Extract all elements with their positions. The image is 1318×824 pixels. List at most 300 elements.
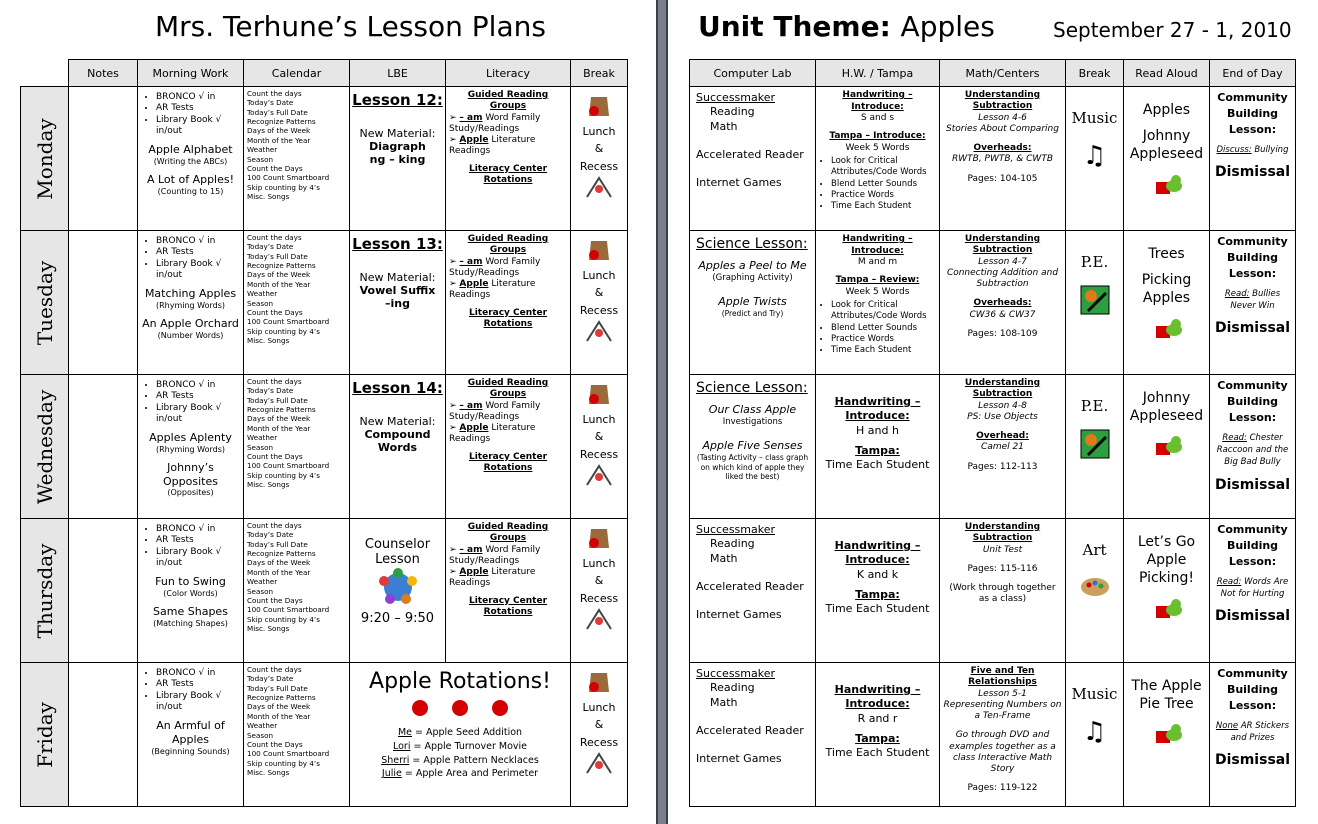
break-text: Lunch [582, 268, 616, 282]
morning-bullet: • Library Book √ in/out [156, 547, 239, 570]
calendar-list [244, 519, 349, 635]
tampa-detail: Time Each Student [825, 458, 930, 472]
arrow-icon: ➢ [449, 135, 460, 145]
people-circle-icon [350, 567, 445, 611]
col-header: Notes [69, 60, 138, 87]
bookworm-icon [1124, 721, 1209, 750]
calendar-item: Count the days [247, 665, 302, 674]
break-cell [571, 663, 628, 807]
counselor-label: Counselor [364, 537, 431, 552]
calendar-item: Days of the Week [247, 414, 311, 424]
morning-bullet: • BRONCO √ in [156, 236, 239, 247]
day-row [21, 231, 628, 375]
accelerated-reader: Accelerated Reader [696, 579, 804, 593]
handwriting-letters: K and k [856, 567, 899, 581]
literacy-text: Word Family Study/Readings [449, 112, 541, 134]
break-text: Lunch [582, 700, 616, 714]
calendar-item: Days of the Week [247, 126, 311, 136]
calendar-item: Skip counting by 4’s [247, 326, 320, 336]
paint-palette-icon [1066, 573, 1123, 601]
handwriting-heading: Handwriting – Introduce: [842, 90, 913, 112]
math-description: Stories About Comparing [946, 123, 1059, 134]
literacy [446, 375, 570, 477]
day-row [690, 231, 1296, 375]
morning-activity: Same Shapes [153, 604, 228, 618]
break [571, 375, 627, 493]
calendar-list [244, 663, 349, 779]
break-cell [571, 375, 628, 519]
rotation-name: Sherri [381, 754, 410, 766]
rotation-text: = Apple Turnover Movie [410, 740, 527, 752]
morning-work-cell [138, 87, 244, 231]
day-label-cell [21, 87, 69, 231]
rotation-text: = Apple Area and Perimeter [401, 768, 539, 780]
col-header: Break [1066, 60, 1124, 87]
math-centers-cell [940, 663, 1066, 807]
literacy-line [449, 279, 567, 302]
computer-lab-cell [690, 87, 816, 231]
calendar-item: Season [247, 586, 274, 596]
tampa-heading: Tampa: [855, 443, 900, 457]
apple-icon [412, 700, 428, 716]
math-overheads-detail: Go through DVD and examples together as a class Interactive Math Story [949, 730, 1056, 774]
literacy-line [449, 545, 567, 568]
lunch-bag-icon [571, 379, 627, 411]
morning-activity: An Apple Orchard [142, 316, 239, 330]
hw-tampa [816, 519, 939, 619]
lbe-lesson: Lesson 12: [352, 91, 443, 109]
community-note-value: AR Stickers and Prizes [1230, 720, 1290, 744]
break-text: Lunch [582, 124, 616, 138]
col-header: Math/Centers [940, 60, 1066, 87]
tampa-detail: Time Each Student [825, 746, 930, 760]
calendar-item: Month of the Year [247, 279, 311, 289]
read-aloud [1124, 231, 1209, 345]
science-activity-sub: (Tasting Activity – class graph on which kind of apple they liked the best) [696, 452, 809, 482]
hw-tampa [816, 231, 939, 359]
break-cell [1066, 519, 1124, 663]
calendar-item: Count the Days [247, 595, 303, 605]
literacy-key: Apple [459, 135, 489, 145]
morning-bullets [156, 236, 239, 281]
day-row [690, 663, 1296, 807]
day-row [21, 375, 628, 519]
arrow-icon: ➢ [449, 112, 460, 123]
break [1066, 663, 1123, 747]
lunch-bag-icon [571, 667, 627, 699]
hw-tampa [816, 87, 939, 215]
break [1066, 87, 1123, 171]
calendar-item: Skip counting by 4’s [247, 614, 320, 624]
break-cell [571, 519, 628, 663]
literacy-key: – am [459, 544, 483, 555]
tampa-list [831, 300, 936, 355]
calendar-item: Recognize Patterns [247, 549, 316, 559]
morning-work [138, 663, 243, 766]
math-centers-cell [940, 87, 1066, 231]
computer-lab [690, 663, 815, 770]
bookworm-icon [1124, 316, 1209, 345]
lesson-plan-table [20, 59, 628, 807]
morning-activity: An Armful of Apples [156, 719, 225, 746]
lbe-cell [350, 375, 446, 519]
lunch-bag-icon [571, 235, 627, 267]
calendar-list [244, 375, 349, 491]
calendar-item: 100 Count Smartboard [247, 749, 330, 759]
calendar-item: Days of the Week [247, 270, 311, 280]
left-page [0, 0, 656, 824]
day-label-cell [21, 231, 69, 375]
calendar-item: Count the days [247, 233, 302, 242]
break-cell [1066, 231, 1124, 375]
math-overheads: Overheads: [973, 143, 1032, 153]
day-row [21, 663, 628, 807]
literacy-center: Literacy Center Rotations [468, 451, 548, 473]
literacy-cell [446, 87, 571, 231]
sports-icon [1066, 285, 1123, 319]
handwriting-letters: M and m [857, 257, 898, 268]
literacy-key: Apple [459, 279, 489, 289]
calendar-cell [244, 87, 350, 231]
read-aloud-cell [1124, 231, 1210, 375]
morning-activity: Apple Alphabet [148, 143, 233, 156]
community-note-key: Discuss: [1216, 144, 1252, 155]
math-pages: Pages: 119-122 [967, 783, 1038, 794]
morning-activity-sub: (Beginning Sounds) [151, 746, 230, 756]
math-description: PS: Use Objects [967, 411, 1038, 422]
day-row [21, 519, 628, 663]
read-aloud-cell [1124, 663, 1210, 807]
lbe-cell [350, 87, 446, 231]
calendar-item: Season [247, 730, 274, 740]
calendar-item: Misc. Songs [247, 479, 290, 489]
apple-icon [452, 700, 468, 716]
lbe-material: –ing [385, 297, 410, 310]
end-of-day [1210, 663, 1295, 774]
literacy-key: – am [459, 112, 483, 123]
calendar-item: Season [247, 442, 274, 452]
science-activity: Apple Five Senses [702, 438, 803, 452]
col-header: End of Day [1210, 60, 1296, 87]
calendar-item: Recognize Patterns [247, 693, 316, 703]
handwriting-heading: Handwriting – Introduce: [834, 395, 921, 423]
morning-work [138, 87, 243, 200]
break-text: Recess [579, 159, 619, 173]
tampa-detail: Week 5 Words [845, 142, 910, 153]
morning-work-cell [138, 663, 244, 807]
end-of-day-cell [1210, 519, 1296, 663]
day-label: Monday [32, 117, 57, 200]
literacy-text: Literature Readings [449, 279, 536, 301]
calendar-item: Month of the Year [247, 567, 311, 577]
math-pages: Pages: 115-116 [967, 563, 1038, 574]
read-aloud [1124, 663, 1209, 751]
end-of-day [1210, 231, 1295, 342]
bookworm-icon [1124, 172, 1209, 201]
literacy-text: Literature Readings [449, 567, 536, 589]
morning-activity-sub: (Opposites) [167, 488, 214, 498]
morning-activity: Apples Aplenty [149, 431, 232, 444]
morning-bullet: • AR Tests [156, 391, 239, 402]
sports-icon [1066, 429, 1123, 463]
tampa-list-item: • Practice Words [831, 334, 936, 345]
literacy-line [449, 401, 567, 424]
playground-icon [571, 463, 627, 493]
morning-activity-sub: (Color Words) [163, 588, 218, 598]
literacy-text: Word Family Study/Readings [449, 544, 541, 566]
literacy-center: Literacy Center Rotations [468, 163, 548, 185]
rotation-line [350, 767, 570, 781]
successmaker-math: Math [710, 695, 738, 709]
read-aloud-title: Apples [1142, 102, 1191, 118]
read-aloud-title: The Apple Pie Tree [1131, 678, 1202, 713]
science-activity: Our Class Apple [708, 403, 797, 417]
literacy-center: Literacy Center Rotations [468, 595, 548, 617]
calendar-item: Today’s Date [247, 674, 294, 684]
hw-tampa-cell [816, 663, 940, 807]
arrow-icon: ➢ [449, 423, 460, 433]
morning-work-cell [138, 519, 244, 663]
community-note-value: Bullies Never Win [1230, 288, 1281, 312]
dismissal: Dismissal [1214, 476, 1291, 493]
dismissal: Dismissal [1214, 752, 1291, 769]
morning-bullets [156, 668, 239, 713]
morning-bullet: • AR Tests [156, 103, 239, 114]
math-centers [940, 519, 1065, 609]
counselor-lesson [350, 537, 445, 626]
science-activity-sub: (Predict and Try) [721, 308, 784, 318]
calendar-item: Today’s Full Date [247, 539, 308, 549]
tampa-list-item: • Blend Letter Sounds [831, 179, 936, 190]
playground-icon [571, 607, 627, 637]
page-title: Mrs. Terhune’s Lesson Plans [155, 10, 546, 43]
calendar-item: Season [247, 298, 274, 308]
calendar-item: Today’s Date [247, 242, 294, 252]
break-activity: P.E. [1080, 253, 1109, 271]
break [1066, 231, 1123, 319]
right-page [668, 0, 1318, 824]
header-row [690, 60, 1296, 87]
math-overheads: Overhead: [976, 431, 1029, 441]
read-aloud [1124, 519, 1209, 625]
morning-bullet: • BRONCO √ in [156, 380, 239, 391]
break-activity: Art [1082, 541, 1107, 559]
lunch-bag-icon [571, 91, 627, 123]
literacy-cell [446, 231, 571, 375]
tampa-heading: Tampa – Review: [835, 275, 920, 286]
math-description: Representing Numbers on a Ten-Frame [943, 699, 1062, 721]
math-centers [940, 87, 1065, 188]
notes-cell [69, 87, 138, 231]
math-heading: Five and Ten Relationships [968, 666, 1037, 688]
calendar-item: Weather [247, 433, 278, 443]
end-of-day-cell [1210, 375, 1296, 519]
day-row [690, 519, 1296, 663]
morning-bullet: • BRONCO √ in [156, 668, 239, 679]
rotation-line [350, 726, 570, 740]
read-aloud-title: Johnny Appleseed [1129, 390, 1204, 425]
end-of-day-cell [1210, 663, 1296, 807]
break-cell [1066, 663, 1124, 807]
morning-activity-sub: (Rhyming Words) [155, 300, 226, 310]
arrow-icon: ➢ [449, 279, 460, 289]
internet-games: Internet Games [696, 176, 782, 190]
day-label-cell [21, 375, 69, 519]
calendar-item: Today’s Full Date [247, 251, 308, 261]
tampa-heading: Tampa: [855, 587, 900, 601]
morning-bullet: • Library Book √ in/out [156, 259, 239, 282]
morning-bullet: • Library Book √ in/out [156, 115, 239, 138]
lbe-lesson: Lesson 14: [352, 379, 443, 397]
science-lesson: Science Lesson: [696, 236, 808, 252]
calendar-item: 100 Count Smartboard [247, 605, 330, 615]
read-aloud-title: Trees [1148, 246, 1185, 262]
lbe-lesson: Lesson 13: [352, 235, 443, 253]
music-note-icon: ♫ [1082, 717, 1107, 747]
rotation-text: = Apple Seed Addition [411, 727, 523, 738]
literacy-key: Apple [459, 423, 489, 433]
unit-name: Apples [900, 10, 995, 43]
header-row [21, 60, 628, 87]
end-of-day [1210, 375, 1295, 498]
calendar-item: Weather [247, 721, 278, 731]
tampa-list-item: • Blend Letter Sounds [831, 323, 936, 334]
hw-tampa-cell [816, 519, 940, 663]
math-lesson: Lesson 5-1 [978, 688, 1027, 699]
counselor-time: 9:20 – 9:50 [360, 611, 435, 626]
calendar-item: Skip counting by 4’s [247, 182, 320, 192]
rotation-name: Julie [381, 768, 402, 780]
science-lesson: Science Lesson: [696, 380, 808, 396]
literacy-key: – am [459, 400, 483, 411]
break-text: Lunch [582, 556, 616, 570]
tampa-list [831, 156, 936, 211]
break-text: & [594, 718, 604, 732]
math-overheads-detail: RWTB, PWTB, & CWTB [952, 154, 1053, 165]
lbe-new-material: New Material: [359, 271, 436, 284]
computer-lab-cell [690, 375, 816, 519]
read-aloud-cell [1124, 375, 1210, 519]
arrow-icon: ➢ [449, 400, 460, 411]
read-aloud [1124, 375, 1209, 463]
math-lesson: Lesson 4-7 [978, 256, 1027, 267]
successmaker-reading: Reading [710, 537, 755, 551]
calendar-item: Misc. Songs [247, 191, 290, 201]
successmaker: Successmaker [696, 523, 776, 536]
read-aloud-cell [1124, 519, 1210, 663]
morning-activity-sub: (Matching Shapes) [153, 618, 228, 628]
computer-lab-cell [690, 663, 816, 807]
literacy-text: Literature Readings [449, 135, 536, 157]
rotation-line [350, 740, 570, 754]
math-overheads-detail: Camel 21 [981, 442, 1024, 453]
science-activity: Apple Twists [718, 294, 787, 308]
internet-games: Internet Games [696, 608, 782, 622]
morning-bullet: • AR Tests [156, 247, 239, 258]
accelerated-reader: Accelerated Reader [696, 723, 804, 737]
calendar-item: Today’s Date [247, 98, 294, 108]
literacy-line [449, 257, 567, 280]
math-heading: Understanding Subtraction [964, 378, 1041, 400]
hw-tampa-cell [816, 375, 940, 519]
col-header: Morning Work [138, 60, 244, 87]
successmaker-reading: Reading [710, 105, 755, 119]
calendar-item: Month of the Year [247, 711, 311, 721]
math-lesson: Lesson 4-6 [978, 112, 1027, 123]
math-pages: Pages: 108-109 [967, 328, 1038, 339]
morning-bullet: • BRONCO √ in [156, 92, 239, 103]
math-pages: Pages: 104-105 [967, 173, 1038, 184]
break-text: & [594, 574, 604, 588]
end-of-day-cell [1210, 231, 1296, 375]
day-label-cell [21, 519, 69, 663]
morning-bullets [156, 380, 239, 425]
rotations-title: Apple Rotations! [369, 669, 551, 694]
handwriting-heading: Handwriting – Introduce: [834, 539, 921, 567]
community-note-key: Read: [1222, 432, 1247, 443]
day-label-cell [21, 663, 69, 807]
break-text: Recess [579, 735, 619, 749]
calendar-item: Count the Days [247, 307, 303, 317]
calendar-item: Count the Days [247, 451, 303, 461]
tampa-heading: Tampa – Introduce: [829, 131, 926, 142]
calendar-item: Count the Days [247, 739, 303, 749]
day-row [690, 87, 1296, 231]
community-note-key: None [1215, 720, 1239, 731]
morning-bullet: • AR Tests [156, 535, 239, 546]
calendar-item: Month of the Year [247, 135, 311, 145]
guided-reading: Guided Reading Groups [467, 90, 549, 112]
col-header: H.W. / Tampa [816, 60, 940, 87]
lbe-material: Vowel Suffix [359, 284, 436, 297]
literacy-center: Literacy Center Rotations [468, 307, 548, 329]
calendar-item: Misc. Songs [247, 623, 290, 633]
hw-tampa [816, 663, 939, 763]
morning-activity: Fun to Swing [155, 575, 226, 588]
day-label: Friday [32, 701, 57, 768]
break-text: & [594, 142, 604, 156]
calendar-item: Count the days [247, 377, 302, 386]
morning-bullet: • Library Book √ in/out [156, 403, 239, 426]
calendar-item: Weather [247, 145, 278, 155]
math-centers [940, 375, 1065, 476]
handwriting-heading: Handwriting – Introduce: [834, 683, 921, 711]
break-cell [571, 87, 628, 231]
day-row [21, 87, 628, 231]
community-note-key: Read: [1216, 576, 1242, 587]
lbe-material: ng – king [369, 153, 426, 166]
break-text: & [594, 286, 604, 300]
playground-icon [571, 319, 627, 349]
dismissal: Dismissal [1214, 608, 1291, 625]
morning-bullets [156, 92, 239, 137]
handwriting-letters: S and s [860, 113, 895, 124]
break [571, 87, 627, 205]
calendar-item: Weather [247, 577, 278, 587]
calendar-item: Misc. Songs [247, 335, 290, 345]
morning-work-cell [138, 375, 244, 519]
science-activity-sub: Investigations [722, 417, 783, 428]
calendar-cell [244, 231, 350, 375]
morning-activity: Johnny’s Opposites [163, 460, 218, 488]
break [571, 663, 627, 781]
morning-bullet: • BRONCO √ in [156, 524, 239, 535]
read-aloud-title: Let’s Go Apple Picking! [1137, 534, 1196, 587]
calendar-item: Skip counting by 4’s [247, 758, 320, 768]
apple-icon [492, 700, 508, 716]
notes-cell [69, 231, 138, 375]
math-heading: Understanding Subtraction [964, 522, 1041, 544]
